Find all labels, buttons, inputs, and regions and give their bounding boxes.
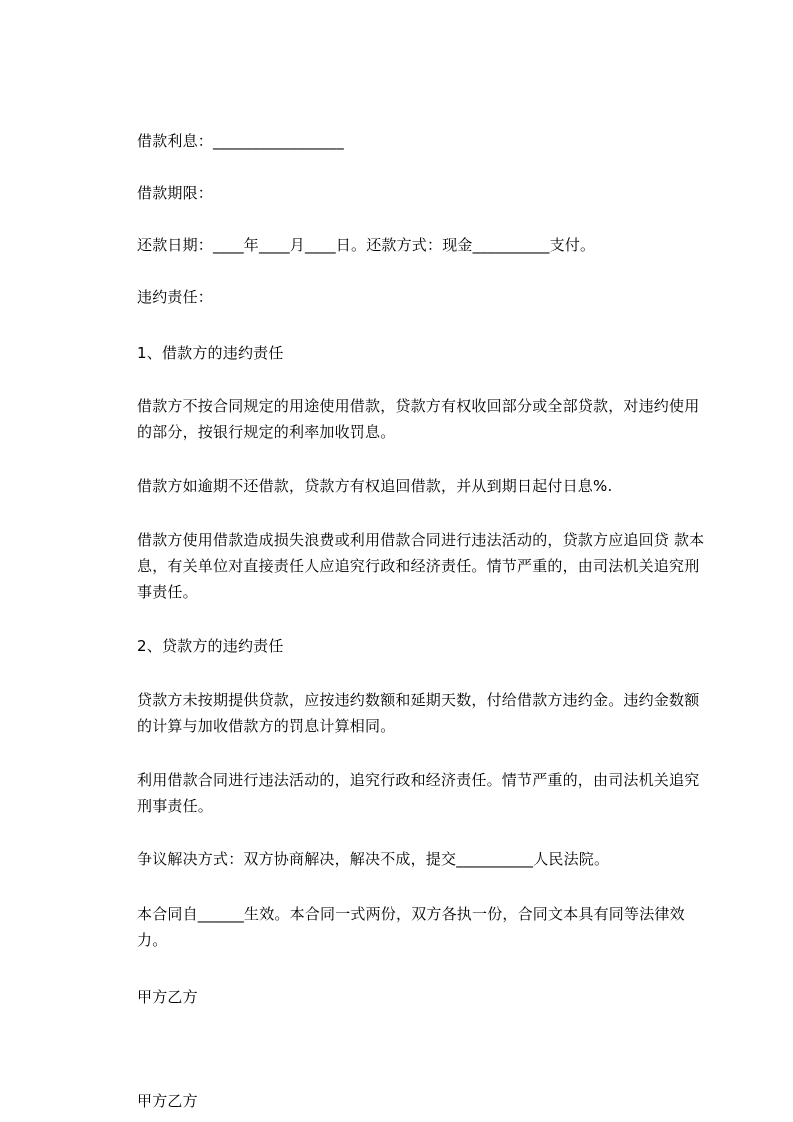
signature-parties-1: 甲方乙方 — [137, 988, 198, 1006]
lender-liability-heading: 2、贷款方的违约责任 — [137, 637, 284, 655]
signature-parties-2: 甲方乙方 — [137, 1092, 198, 1110]
lender-liability-paragraph-1: 贷款方未按期提供贷款，应按违约数额和延期天数，付给借款方违约金。违约金数额的计算与加收借款方的罚息计算相同。 — [137, 691, 700, 735]
repayment-date-line: 还款日期：____年____月____日。还款方式：现金__________支付。 — [137, 236, 596, 254]
borrower-liability-heading: 1、借款方的违约责任 — [137, 344, 284, 362]
contract-effect-paragraph: 本合同自______生效。本合同一式两份，双方各执一份，合同文本具有同等法律效力。 — [137, 905, 685, 949]
breach-liability-heading: 违约责任： — [137, 288, 214, 306]
dispute-resolution-line: 争议解决方式：双方协商解决，解决不成，提交__________人民法院。 — [137, 850, 610, 868]
loan-interest-line: 借款利息：_________________ — [137, 132, 344, 150]
lender-liability-paragraph-2: 利用借款合同进行违法活动的，追究行政和经济责任。情节严重的，由司法机关追究刑事责任。 — [137, 771, 700, 815]
borrower-liability-paragraph-1: 借款方不按合同规定的用途使用借款，贷款方有权收回部分或全部贷款，对违约使用的部分，按银行规定的利率加收罚息。 — [137, 397, 700, 441]
borrower-liability-paragraph-3: 借款方使用借款造成损失浪费或利用借款合同进行违法活动的，贷款方应追回贷 款本息，有关单位对直接责任人应追究行政和经济责任。情节严重的，由司法机关追究刑事责任。 — [137, 531, 705, 601]
borrower-liability-paragraph-2: 借款方如逾期不还借款，贷款方有权追回借款，并从到期日起付日息%. — [137, 477, 613, 495]
loan-term-line: 借款期限： — [137, 184, 214, 202]
